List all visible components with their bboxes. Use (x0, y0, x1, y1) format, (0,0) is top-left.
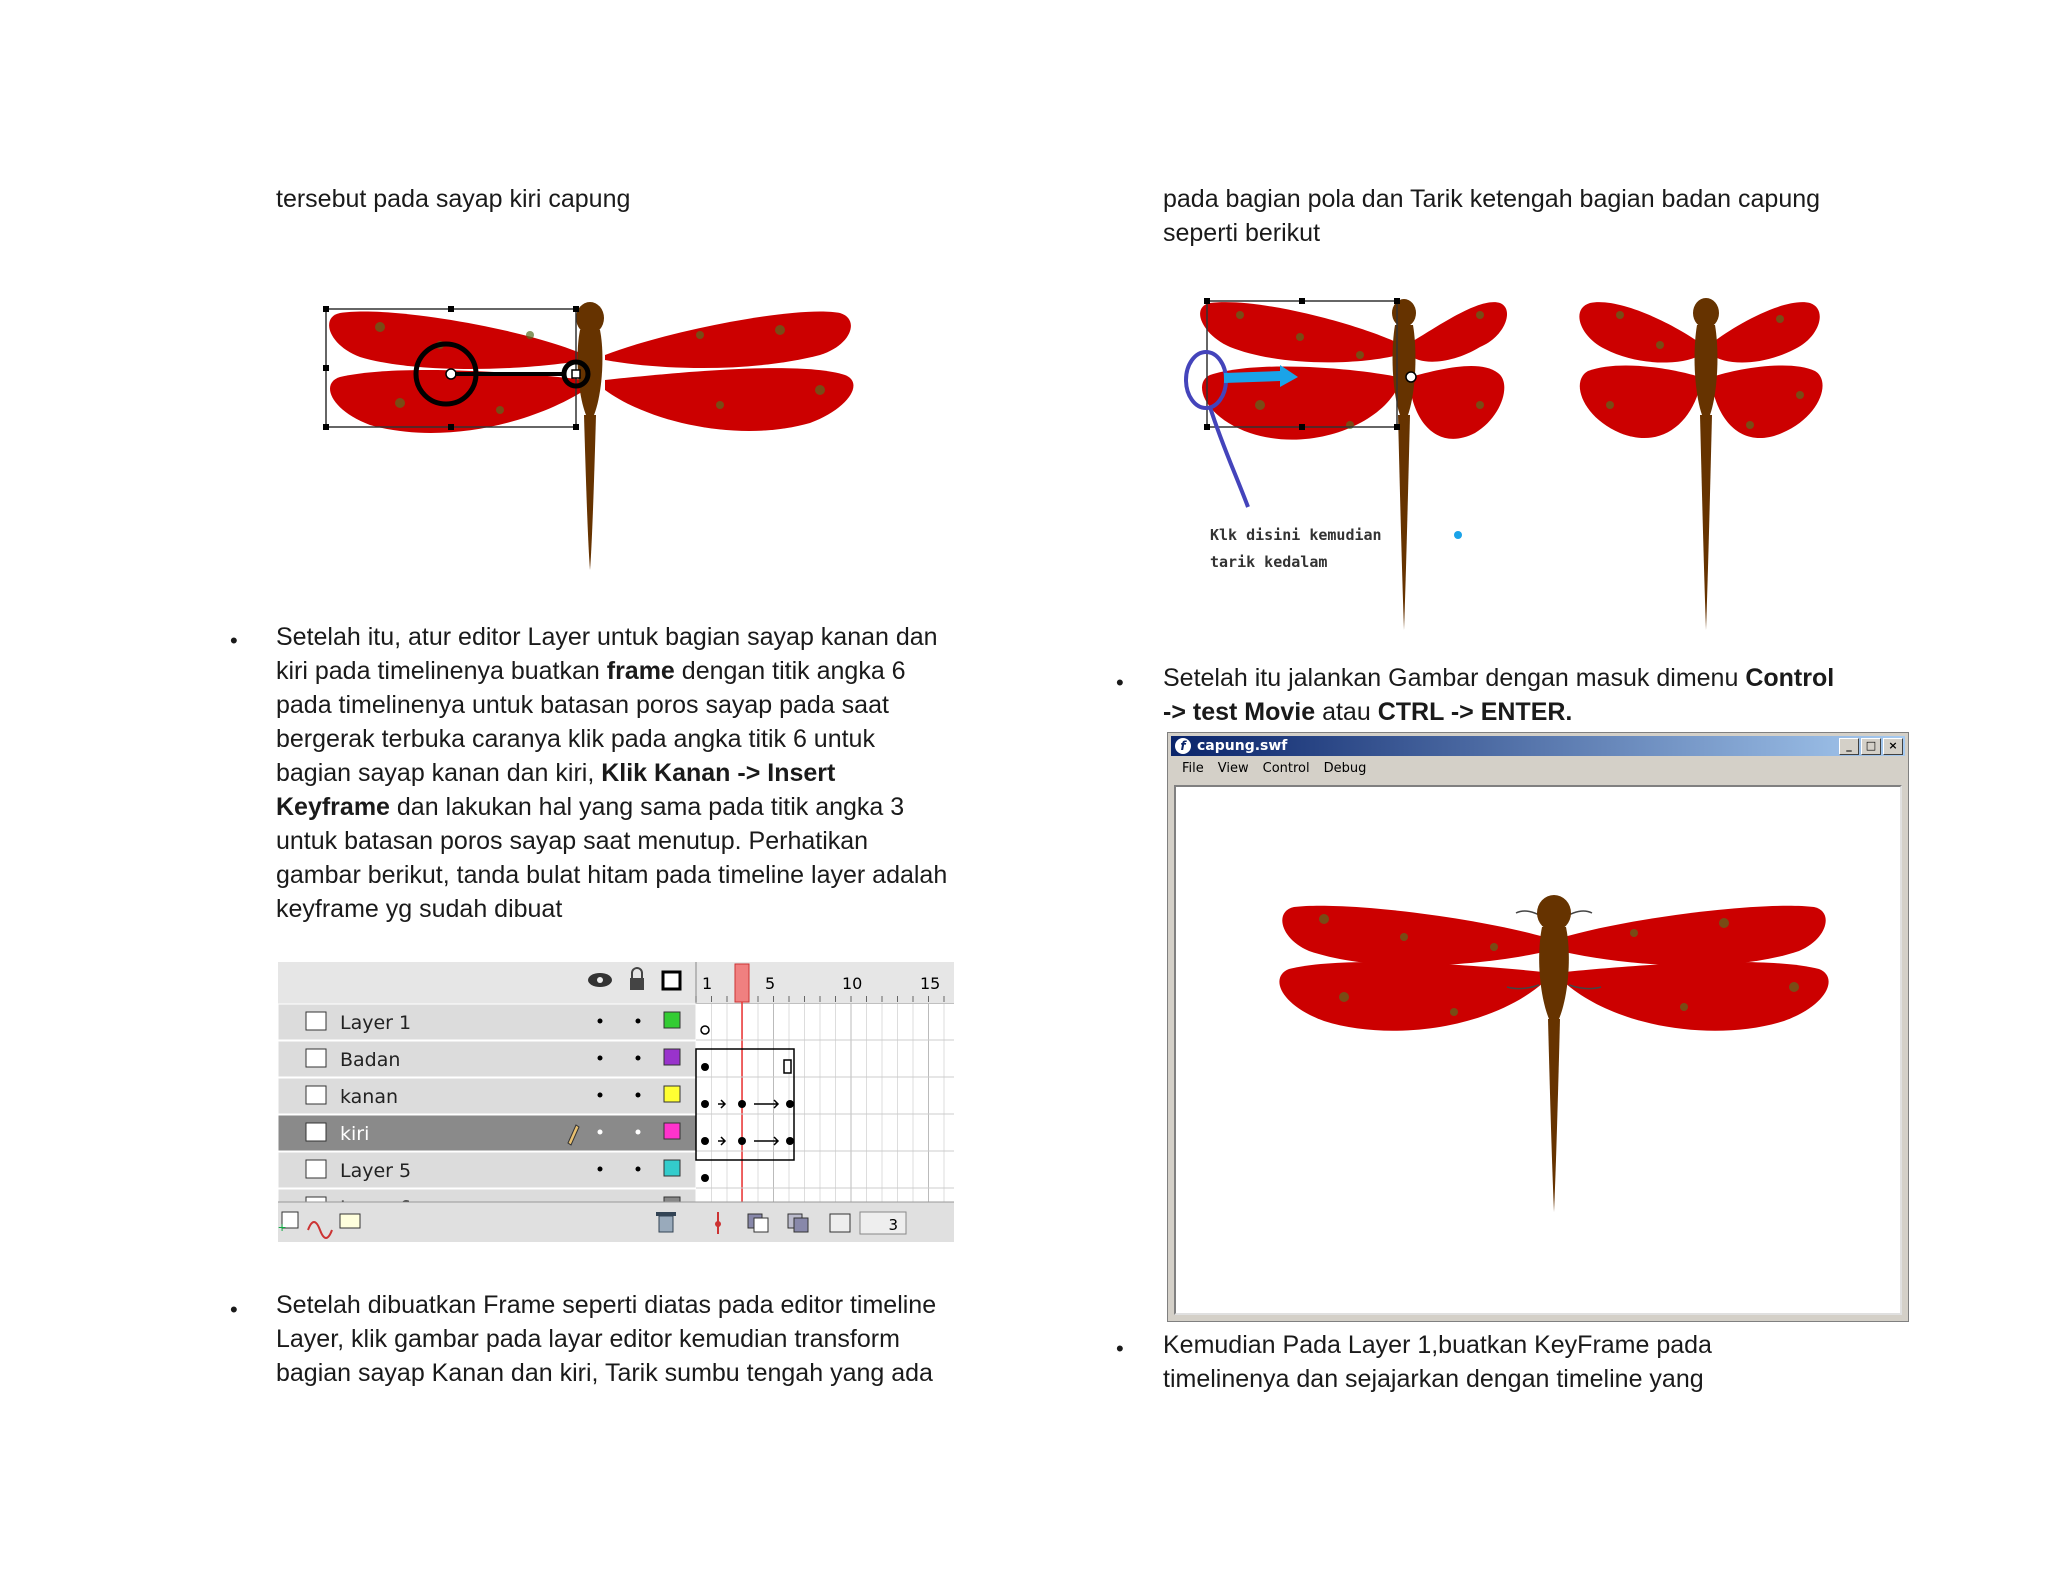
layer-icon (306, 1012, 326, 1030)
text-line: seperti berikut (1163, 219, 1321, 247)
right-bullet2-text (1163, 1328, 1883, 1396)
menu-view[interactable]: View (1217, 761, 1249, 776)
bullet: • (230, 628, 238, 653)
layer-toggle-dot[interactable] (598, 1019, 603, 1024)
layer-icon (306, 1086, 326, 1104)
bullet: • (1116, 1336, 1124, 1361)
window-controls (1839, 738, 1903, 755)
eye-icon[interactable] (588, 973, 612, 987)
outline-icon[interactable] (663, 972, 680, 989)
text-span: atau (1315, 698, 1378, 726)
frame-number-1: 1 (702, 974, 713, 993)
layer-icon (306, 1123, 326, 1141)
text-span: Setelah itu jalankan Gambar dengan masuk dimenu (1163, 664, 1746, 692)
layer-color-swatch[interactable] (664, 1049, 680, 1065)
layer-icon (306, 1049, 326, 1067)
menu-control[interactable]: Control (1262, 761, 1310, 776)
wing-lower-right (605, 368, 853, 431)
layer-toggle-dot[interactable] (636, 1130, 641, 1135)
text-line: bergerak terbuka caranya klik pada angka titik 6 untuk (276, 725, 875, 753)
text-bold: -> test Movie (1163, 698, 1316, 726)
left-continuation-text: tersebut pada sayap kiri capung (276, 185, 631, 213)
dragonfly-result (1579, 298, 1822, 630)
dragonfly-figure-right (1180, 285, 1840, 635)
swf-title-bar[interactable] (1171, 736, 1905, 756)
text-line: Setelah itu, atur editor Layer untuk bagian sayap kanan dan (276, 623, 938, 651)
current-frame-field[interactable] (860, 1212, 906, 1234)
pivot-point[interactable] (446, 369, 456, 379)
edit-multiple-frames-icon[interactable] (830, 1214, 850, 1232)
timeline-panel (278, 962, 954, 1242)
layer-name: Badan (340, 1049, 401, 1071)
text-line: Layer, klik gambar pada layar editor kemudian transform (276, 1325, 900, 1353)
wing-upper-left (329, 311, 585, 369)
layer-toggle-dot[interactable] (598, 1093, 603, 1098)
text-line: pada timelinenya untuk batasan poros sayap pada saat (276, 691, 889, 719)
text-span: dengan titik angka 6 (674, 657, 906, 685)
layer-name: Layer 5 (340, 1160, 412, 1182)
layer-row[interactable] (278, 1078, 696, 1114)
dragonfly-left-tail (584, 415, 596, 570)
right-continuation-text (1163, 182, 1820, 250)
text-line (1163, 661, 1883, 695)
layer-color-swatch[interactable] (664, 1123, 680, 1139)
swf-stage[interactable] (1174, 785, 1902, 1315)
text-bold: frame (606, 657, 675, 685)
layer-name: Layer 1 (340, 1012, 412, 1034)
text-line: gambar berikut, tanda bulat hitam pada timeline layer adalah (276, 861, 948, 889)
maximize-button[interactable]: □ (1861, 738, 1881, 755)
swf-title: capung.swf (1197, 738, 1288, 754)
layer-color-swatch[interactable] (664, 1086, 680, 1102)
menu-file[interactable]: File (1182, 761, 1204, 776)
menu-debug[interactable]: Debug (1323, 761, 1367, 776)
layer-color-swatch[interactable] (664, 1160, 680, 1176)
layer-toggle-dot[interactable] (636, 1019, 641, 1024)
layer-row[interactable] (278, 1152, 696, 1188)
layer-row[interactable] (278, 1004, 696, 1040)
text-line: Kemudian Pada Layer 1,buatkan KeyFrame pada (1163, 1331, 1712, 1359)
bullet: • (1116, 670, 1124, 695)
bullet: • (230, 1297, 238, 1322)
current-frame-value: 3 (888, 1216, 898, 1234)
add-folder-icon[interactable] (340, 1214, 360, 1228)
text-span: dan lakukan hal yang sama pada titik angka 3 (389, 793, 905, 821)
text-line: bagian sayap Kanan dan kiri, Tarik sumbu tengah yang ada (276, 1359, 933, 1387)
text-bold: CTRL -> ENTER. (1377, 698, 1573, 726)
text-line: Setelah dibuatkan Frame seperti diatas pada editor timeline (276, 1291, 937, 1319)
dragonfly-swf (1254, 897, 1854, 1217)
swf-player-window (1167, 732, 1909, 1322)
playhead[interactable] (735, 964, 749, 1002)
left-bullet2-text (276, 1288, 996, 1390)
layer-toggle-dot[interactable] (636, 1167, 641, 1172)
layer-toggle-dot[interactable] (636, 1093, 641, 1098)
layer-icon (306, 1160, 326, 1178)
layer-toggle-dot[interactable] (598, 1130, 603, 1135)
frame-number-15: 15 (920, 974, 941, 993)
layer-toggle-dot[interactable] (636, 1056, 641, 1061)
text-line (1163, 695, 1883, 729)
frame-number-10: 10 (842, 974, 863, 993)
close-button[interactable]: × (1883, 738, 1903, 755)
text-bold: Control (1745, 664, 1835, 692)
svg-text:+: + (278, 1219, 287, 1235)
frame-number-5: 5 (765, 974, 776, 993)
text-line: keyframe yg sudah dibuat (276, 895, 563, 923)
layer-row[interactable] (278, 1115, 696, 1151)
text-line (276, 790, 996, 824)
text-line: untuk batasan poros sayap saat menutup. Perhatikan (276, 827, 869, 855)
text-line (276, 654, 996, 688)
annotation-text-line1: Klk disini kemudian (1210, 526, 1382, 544)
trash-icon[interactable] (656, 1212, 676, 1232)
dragonfly-transform-example (1186, 298, 1507, 630)
blue-dot (1454, 531, 1462, 539)
text-span: kiri pada timelinenya buatkan (276, 657, 607, 685)
layer-toggle-dot[interactable] (598, 1056, 603, 1061)
layer-name: kiri (340, 1123, 370, 1145)
dragonfly-figure-left (300, 285, 860, 585)
text-line: pada bagian pola dan Tarik ketengah bagian badan capung (1163, 185, 1821, 213)
text-line (276, 756, 996, 790)
swf-menu-bar (1182, 761, 1366, 776)
layer-name: kanan (340, 1086, 399, 1108)
layer-row[interactable] (278, 1041, 696, 1077)
annotation-text-line2: tarik kedalam (1210, 553, 1328, 571)
dragonfly-left-head (576, 302, 604, 334)
layer-toggle-dot[interactable] (598, 1167, 603, 1172)
text-span: bagian sayap kanan dan kiri, (276, 759, 602, 787)
text-bold: Klik Kanan -> Insert (601, 759, 836, 787)
left-bullet1-text (276, 620, 996, 926)
text-bold: Keyframe (276, 793, 390, 821)
layer-color-swatch[interactable] (664, 1012, 680, 1028)
flash-logo-icon: f (1175, 738, 1191, 754)
wing-upper-right (605, 311, 851, 368)
text-line: timelinenya dan sejajarkan dengan timeline yang (1163, 1365, 1704, 1393)
right-bullet1-text (1163, 661, 1883, 729)
minimize-button[interactable]: _ (1839, 738, 1859, 755)
